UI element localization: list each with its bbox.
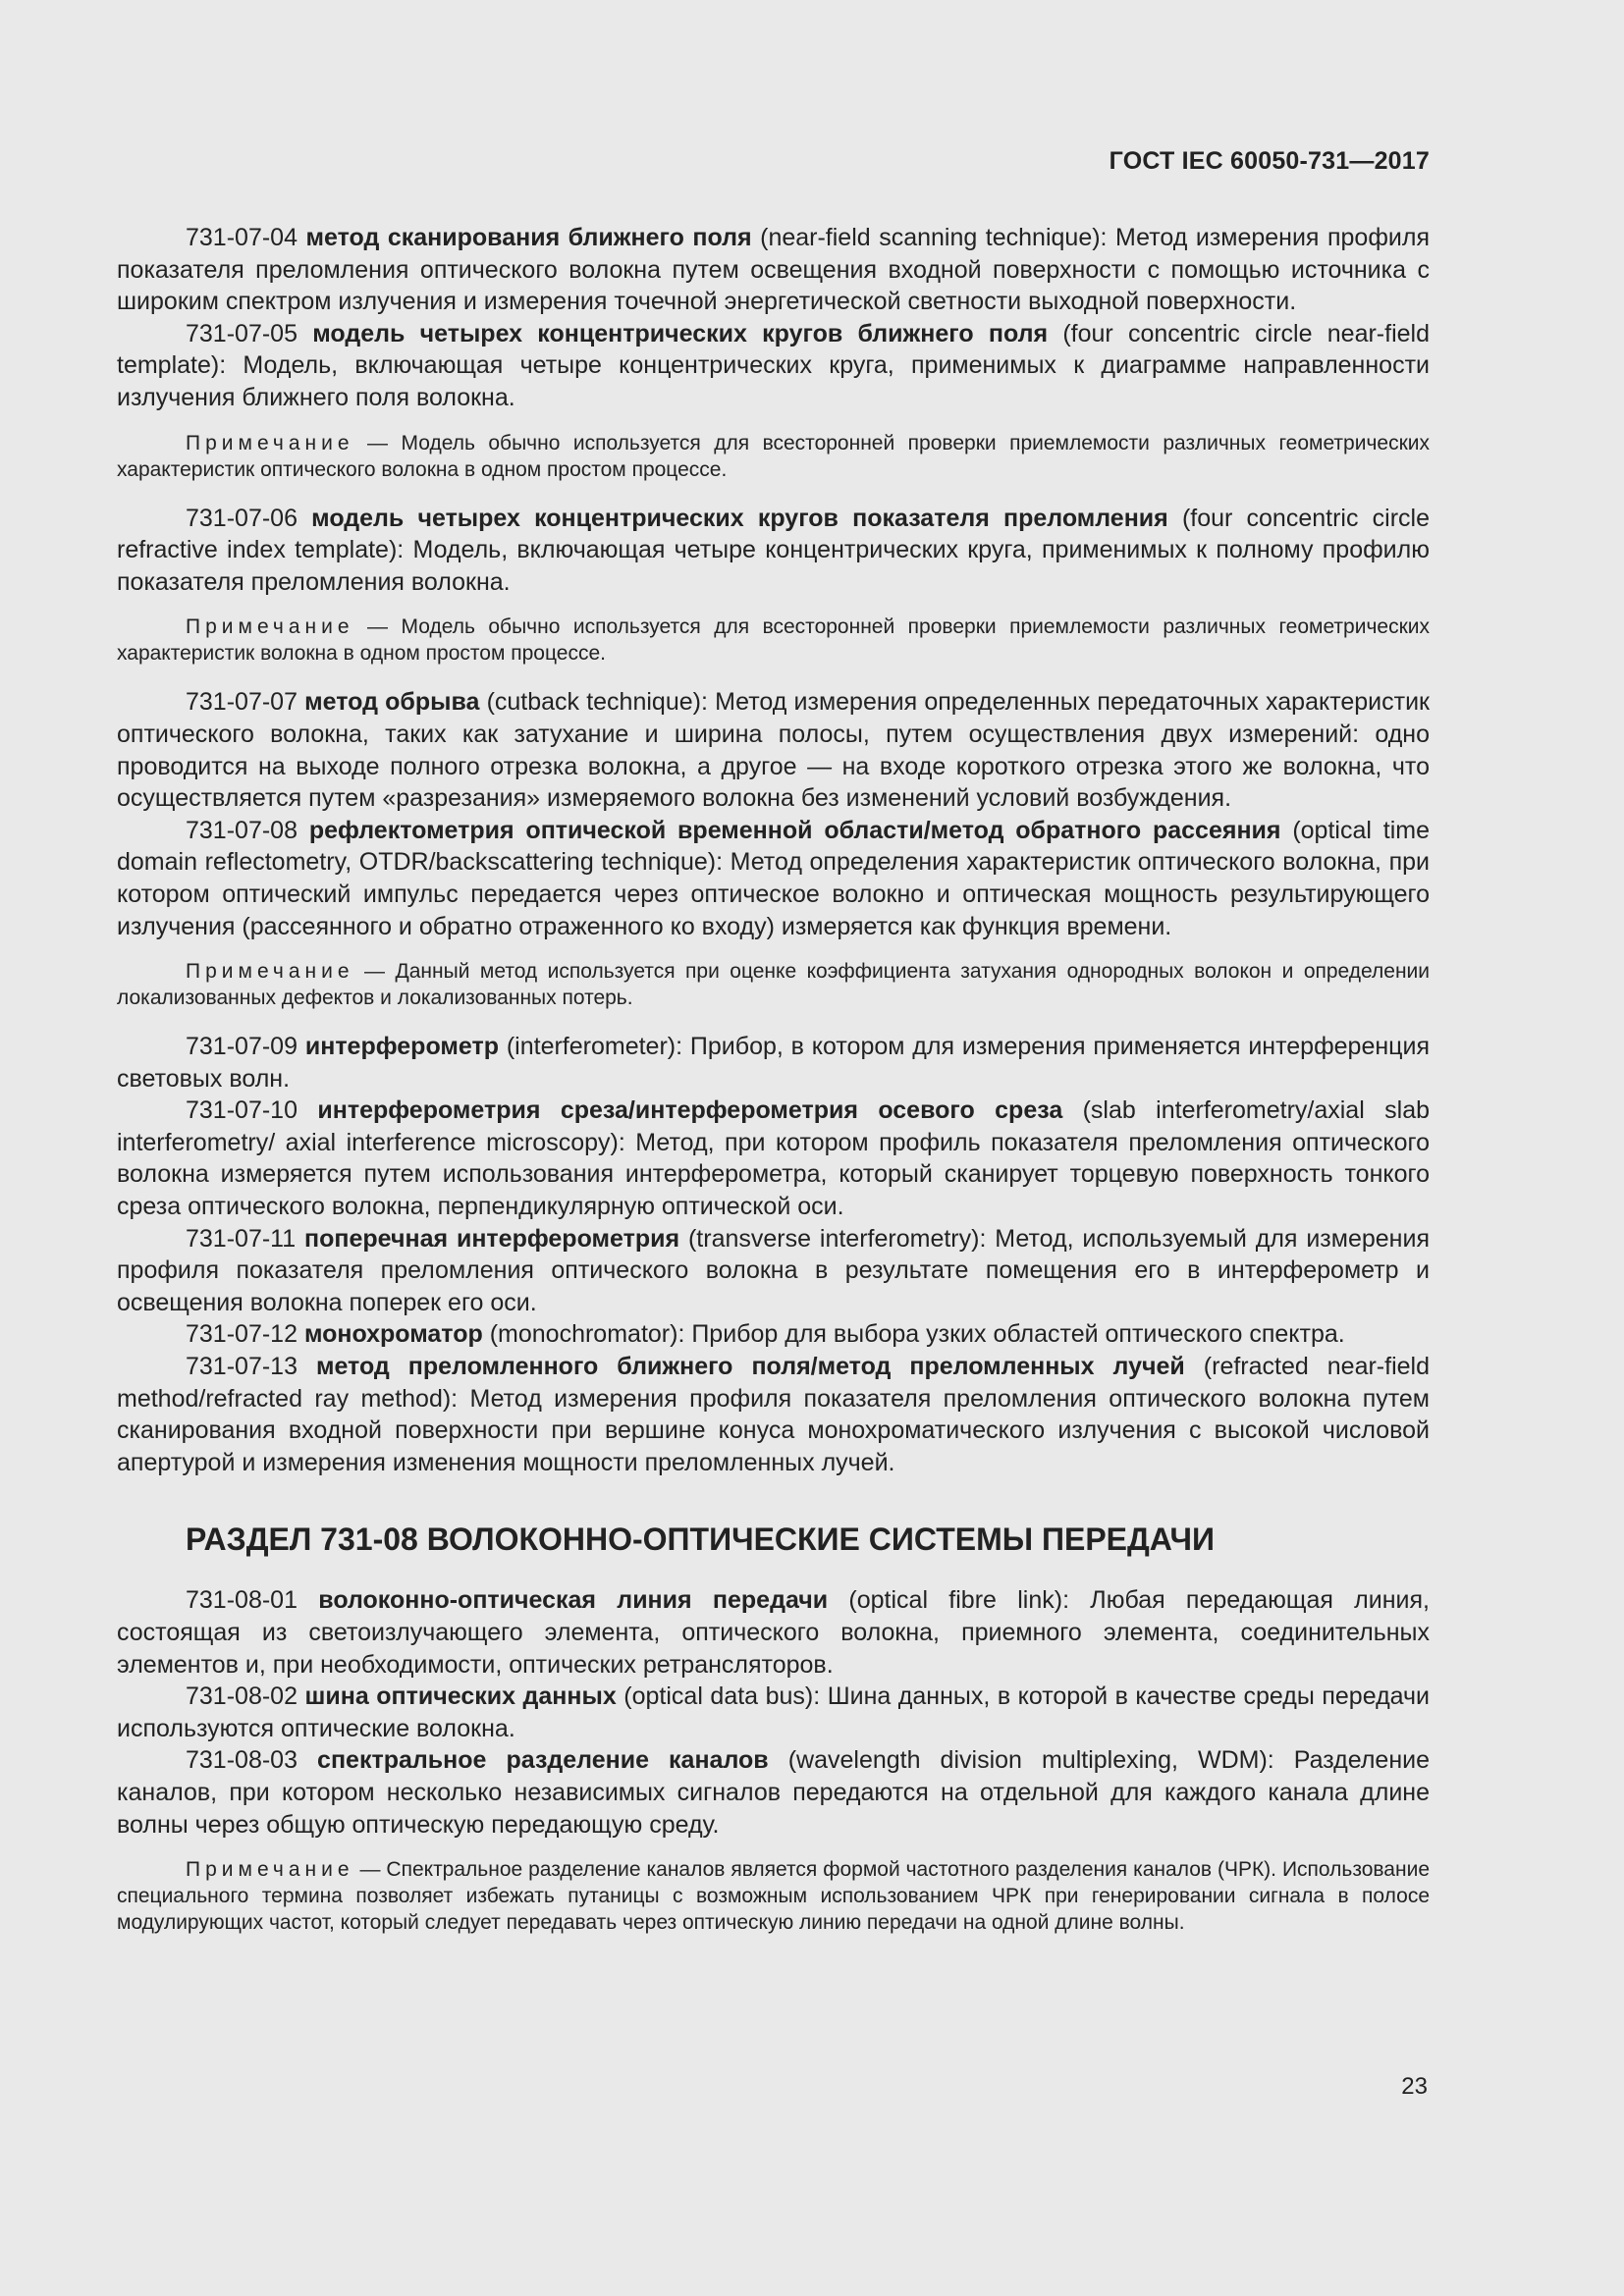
- term-title: волоконно-оптическая линия передачи: [318, 1586, 829, 1615]
- term-definition: (slab interferometry/axial slab interferometry/ axial interference microscopy): Метод, при котором профиль показателя преломления оптического волокна измеряется путем использования интерферометра, который сканирует торцевую поверхность тонкого среза оптического волокна, перпендикулярную оптической оси.: [117, 1096, 1430, 1221]
- entry-group: [117, 686, 1430, 942]
- document-id-header: ГОСТ IEC 60050-731—2017: [1109, 147, 1430, 175]
- term-definition: (interferometer): Прибор, в котором для измерения применяется интерференция световых волн.: [117, 1033, 1430, 1093]
- term-title: модель четырех концентрических кругов ближнего поля: [312, 319, 1049, 347]
- term-entry: [117, 815, 1430, 942]
- page-content: [117, 222, 1430, 1955]
- term-entry: [117, 1031, 1430, 1095]
- term-number: 731-08-01: [186, 1586, 298, 1615]
- term-number: 731-08-02: [186, 1682, 298, 1711]
- term-entry: [117, 503, 1430, 599]
- term-title: метод сканирования ближнего поля: [305, 224, 752, 251]
- term-entry: [117, 1223, 1430, 1319]
- term-number: 731-07-13: [186, 1353, 298, 1381]
- term-number: 731-08-03: [186, 1746, 298, 1775]
- term-number: 731-07-05: [186, 319, 298, 347]
- note-label: Примечание: [186, 960, 354, 984]
- note-text: — Спектральное разделение каналов является формой частотного разделения каналов (ЧРК). Использование специального термина позволяет избежать путаницы с возможным использованием ЧРК при генерировании сигнала в полосе модулирующих частот, который следует передавать через оптическую линию передачи на одной длине волны.: [117, 1858, 1430, 1935]
- term-entry: [117, 1351, 1430, 1478]
- term-title: шина оптических данных: [304, 1682, 617, 1711]
- note-label: Примечание: [186, 431, 354, 454]
- term-number: 731-07-07: [186, 688, 298, 717]
- term-title: интерферометрия среза/интерферометрия осевого среза: [317, 1096, 1063, 1125]
- note-text: — Модель обычно используется для всесторонней проверки приемлемости различных геометрических характеристик волокна в одном простом процессе.: [117, 615, 1430, 666]
- term-definition: (near-field scanning technique): Метод измерения профиля показателя преломления оптического волокна путем освещения входной поверхности с помощью источника с широким спектром излучения и измерения точечной энергетической светности выходной поверхности.: [117, 224, 1430, 316]
- term-title: метод преломленного ближнего поля/метод преломленных лучей: [315, 1353, 1185, 1381]
- page-number: 23: [1401, 2073, 1428, 2100]
- term-title: поперечная интерферометрия: [304, 1224, 680, 1253]
- term-number: 731-07-06: [186, 504, 298, 532]
- term-entry: [117, 1744, 1430, 1841]
- note-label: Примечание: [186, 615, 354, 639]
- term-entry: [117, 318, 1430, 414]
- term-definition: (four concentric circle near-field template): Модель, включающая четыре концентрических круга, применимых к диаграмме направленности излучения ближнего поля волокна.: [117, 319, 1430, 411]
- term-definition: (cutback technique): Метод измерения определенных передаточных характеристик оптического волокна, таких как затухание и ширина полосы, путем осуществления двух измерений: одно проводится на выходе полного отрезка волокна, а другое — на входе короткого отрезка этого же волокна, что осуществляется путем «разрезания» измеряемого волокна без изменений условий возбуждения.: [117, 688, 1430, 813]
- term-definition: (refracted near-field method/refracted ray method): Метод измерения профиля показателя преломления оптического волокна путем сканирования входной поверхности при вершине конуса монохроматического излучения с высокой числовой апертурой и измерения изменения мощности преломленных лучей.: [117, 1353, 1430, 1476]
- term-title: спектральное разделение каналов: [317, 1746, 769, 1775]
- term-definition: (optical fibre link): Любая передающая линия, состоящая из светоизлучающего элемента, оптического волокна, приемного элемента, соединительных элементов и, при необходимости, оптических ретрансляторов.: [117, 1586, 1430, 1679]
- term-number: 731-07-10: [186, 1096, 298, 1125]
- note-text: — Модель обычно используется для всесторонней проверки приемлемости различных геометрических характеристик оптического волокна в одном простом процессе.: [117, 431, 1430, 481]
- term-entry: [117, 1681, 1430, 1744]
- term-entry: [117, 1095, 1430, 1222]
- term-number: 731-07-12: [186, 1320, 298, 1349]
- entry-group: [117, 503, 1430, 599]
- term-entry: [117, 1318, 1430, 1351]
- entry-group: [117, 1031, 1430, 1478]
- entry-group: [117, 222, 1430, 414]
- term-title: монохроматор: [303, 1320, 483, 1349]
- term-number: 731-07-11: [186, 1224, 297, 1253]
- term-title: модель четырех концентрических кругов показателя преломления: [311, 504, 1168, 532]
- term-definition: (four concentric circle refractive index template): Модель, включающая четыре концентрических круга, применимых к полному профилю показателя преломления волокна.: [117, 504, 1430, 596]
- term-definition: (optical time domain reflectometry, OTDR/backscattering technique): Метод определения характеристик оптического волокна, при котором оптический импульс передается через оптическое волокно и оптическая мощность результирующего излучения (рассеянного и обратно отраженного ко входу) измеряется как функция времени.: [117, 816, 1430, 940]
- note-label: Примечание: [186, 1858, 354, 1882]
- term-number: 731-07-08: [186, 816, 298, 844]
- term-definition: (optical data bus): Шина данных, в которой в качестве среды передачи используются оптические волокна.: [117, 1682, 1430, 1742]
- term-title: интерферометр: [304, 1033, 499, 1061]
- note: [117, 958, 1430, 1011]
- term-number: 731-07-04: [186, 224, 298, 251]
- entry-group: [117, 1584, 1430, 1841]
- section-heading: РАЗДЕЛ 731-08 ВОЛОКОННО-ОПТИЧЕСКИЕ СИСТЕМЫ ПЕРЕДАЧИ: [186, 1522, 1215, 1558]
- term-definition: (monochromator): Прибор для выбора узких областей оптического спектра.: [489, 1320, 1345, 1349]
- term-title: метод обрыва: [304, 688, 480, 717]
- term-definition: (transverse interferometry): Метод, используемый для измерения профиля показателя преломления оптического волокна в результате помещения его в интерферометр и освещения волокна поперек его оси.: [117, 1224, 1430, 1316]
- term-definition: (wavelength division multiplexing, WDM): Разделение каналов, при котором несколько независимых сигналов передаются на отдельной для каждого канала длине волны через общую оптическую передающую среду.: [117, 1746, 1430, 1839]
- term-entry: [117, 1584, 1430, 1681]
- note: [117, 614, 1430, 667]
- note-text: — Данный метод используется при оценке коэффициента затухания однородных волокон и определении локализованных дефектов и локализованных потерь.: [117, 960, 1431, 1010]
- term-title: рефлектометрия оптической временной области/метод обратного рассеяния: [308, 816, 1281, 844]
- note: [117, 430, 1430, 483]
- term-number: 731-07-09: [186, 1033, 298, 1061]
- term-entry: [117, 686, 1430, 814]
- term-entry: [117, 222, 1430, 318]
- note: [117, 1856, 1430, 1936]
